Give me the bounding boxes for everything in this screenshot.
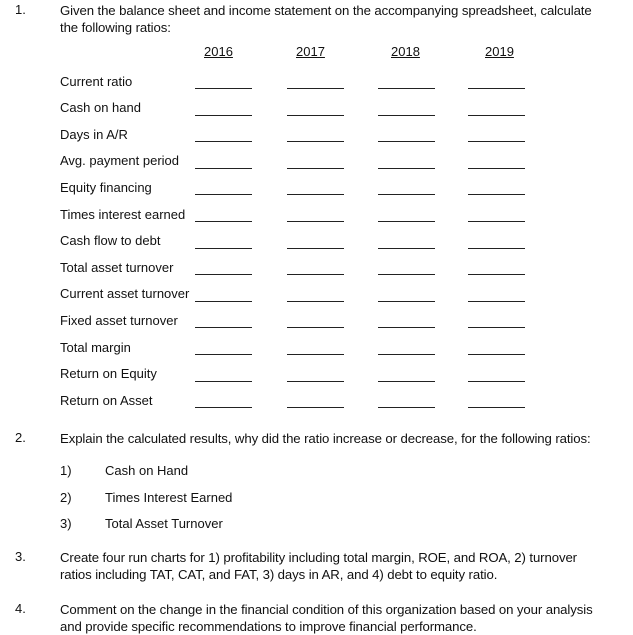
answer-blank xyxy=(287,88,344,89)
answer-blank xyxy=(468,327,525,328)
answer-blank xyxy=(195,354,252,355)
ratio-label: Equity financing xyxy=(60,180,152,195)
answer-blank xyxy=(287,407,344,408)
ratio-label: Avg. payment period xyxy=(60,153,179,168)
answer-blank xyxy=(195,301,252,302)
ratio-label: Return on Equity xyxy=(60,366,157,381)
ratio-label: Cash flow to debt xyxy=(60,233,161,248)
answer-blank xyxy=(195,221,252,222)
answer-blank xyxy=(378,221,435,222)
explain-item-number: 3) xyxy=(60,516,72,531)
question-text-3: Create four run charts for 1) profitability including total margin, ROE, and ROA, 2) turnover ratios including TAT, CAT, and FAT, 3) days in AR, and 4) debt to equity ratio. xyxy=(60,550,577,582)
explain-item-label: Cash on Hand xyxy=(105,463,189,478)
answer-blank xyxy=(468,274,525,275)
year-header-2017: 2017 xyxy=(296,44,325,59)
answer-blank xyxy=(378,194,435,195)
answer-blank xyxy=(195,88,252,89)
ratio-label: Fixed asset turnover xyxy=(60,313,178,328)
answer-blank xyxy=(195,327,252,328)
question-text-2: Explain the calculated results, why did the ratio increase or decrease, for the following ratios: xyxy=(60,431,591,446)
ratio-label: Times interest earned xyxy=(60,207,186,222)
question-number-4: 4. xyxy=(15,601,26,616)
answer-blank xyxy=(378,141,435,142)
question-number-1: 1. xyxy=(15,2,26,17)
answer-blank xyxy=(468,194,525,195)
question-text-1: Given the balance sheet and income statement on the accompanying spreadsheet, calculate the following ratios: xyxy=(60,3,592,35)
ratio-label: Cash on hand xyxy=(60,100,141,115)
answer-blank xyxy=(287,221,344,222)
answer-blank xyxy=(378,248,435,249)
answer-blank xyxy=(287,274,344,275)
answer-blank xyxy=(287,354,344,355)
answer-blank xyxy=(195,381,252,382)
answer-blank xyxy=(195,194,252,195)
answer-blank xyxy=(468,115,525,116)
question-text-4: Comment on the change in the financial condition of this organization based on your analysis and provide specific recommendations to improve financial performance. xyxy=(60,602,593,634)
answer-blank xyxy=(468,248,525,249)
answer-blank xyxy=(287,194,344,195)
answer-blank xyxy=(468,88,525,89)
answer-blank xyxy=(468,381,525,382)
question-number-2: 2. xyxy=(15,430,26,445)
answer-blank xyxy=(287,141,344,142)
answer-blank xyxy=(468,141,525,142)
answer-blank xyxy=(378,88,435,89)
question-number-3: 3. xyxy=(15,549,26,564)
ratio-label: Current ratio xyxy=(60,74,133,89)
answer-blank xyxy=(378,327,435,328)
answer-blank xyxy=(378,354,435,355)
explain-item-label: Times Interest Earned xyxy=(105,490,233,505)
explain-item-number: 1) xyxy=(60,463,72,478)
answer-blank xyxy=(195,115,252,116)
year-header-2018: 2018 xyxy=(391,44,420,59)
answer-blank xyxy=(378,274,435,275)
answer-blank xyxy=(287,168,344,169)
year-header-2016: 2016 xyxy=(204,44,233,59)
answer-blank xyxy=(195,168,252,169)
answer-blank xyxy=(195,141,252,142)
answer-blank xyxy=(287,115,344,116)
ratio-label: Total asset turnover xyxy=(60,260,174,275)
answer-blank xyxy=(287,327,344,328)
answer-blank xyxy=(195,274,252,275)
year-header-2019: 2019 xyxy=(485,44,514,59)
answer-blank xyxy=(468,168,525,169)
answer-blank xyxy=(195,407,252,408)
ratio-label: Current asset turnover xyxy=(60,286,190,301)
answer-blank xyxy=(287,381,344,382)
answer-blank xyxy=(287,301,344,302)
answer-blank xyxy=(378,407,435,408)
answer-blank xyxy=(378,115,435,116)
answer-blank xyxy=(378,381,435,382)
explain-item-number: 2) xyxy=(60,490,72,505)
answer-blank xyxy=(468,221,525,222)
answer-blank xyxy=(468,301,525,302)
ratio-label: Total margin xyxy=(60,340,131,355)
answer-blank xyxy=(468,354,525,355)
answer-blank xyxy=(378,301,435,302)
ratio-label: Return on Asset xyxy=(60,393,153,408)
answer-blank xyxy=(195,248,252,249)
answer-blank xyxy=(378,168,435,169)
answer-blank xyxy=(468,407,525,408)
ratio-label: Days in A/R xyxy=(60,127,128,142)
explain-item-label: Total Asset Turnover xyxy=(105,516,223,531)
answer-blank xyxy=(287,248,344,249)
